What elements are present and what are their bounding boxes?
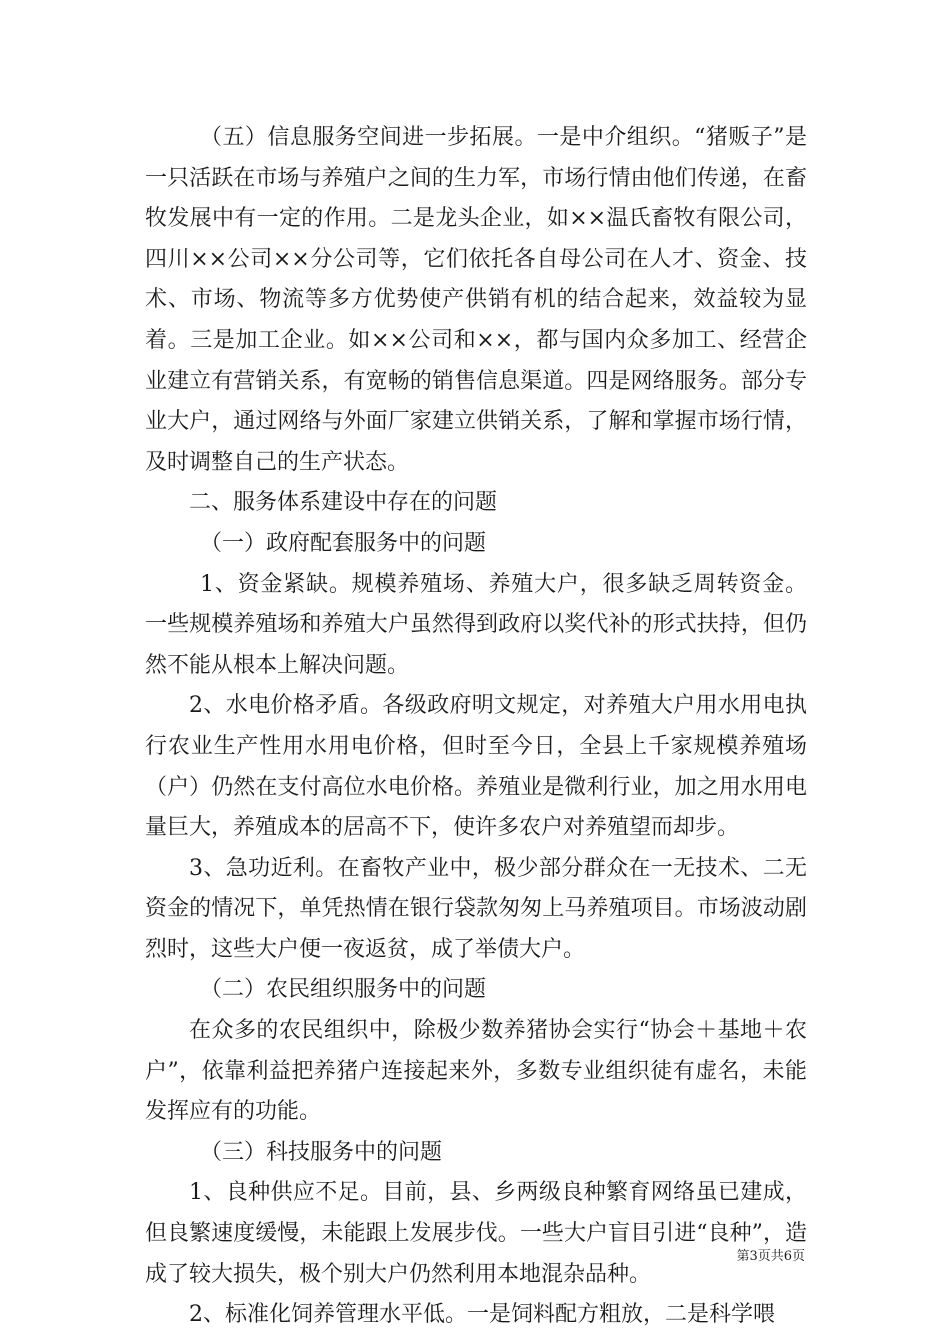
subheading-government-service: （一）政府配套服务中的问题: [200, 530, 487, 556]
paragraph-farmer-organization: 在众多的农民组织中，除极少数养猪协会实行“协会＋基地＋农户”，依靠利益把养猪户连接起来外，多数专业组织徒有虚名，未能发挥应有的功能。: [145, 1018, 807, 1125]
paragraph-info-service: （五）信息服务空间进一步拓展。一是中介组织。“猪贩子”是一只活跃在市场与养殖户之间的生力军，市场行情由他们传递，在畜牧发展中有一定的作用。二是龙头企业，如××温氏畜牧有限公司，四川××公司××分公司等，它们依托各自母公司在人才、资金、技术、市场、物流等多方优势使产供销有机的结合起来，效益较为显着。三是加工企业。如××公司和××，都与国内众多加工、经营企业建立有营销关系，有宽畅的销售信息渠道。四是网络服务。部分专业大户，通过网络与外面厂家建立供销关系，了解和掌握市场行情，及时调整自己的生产状态。: [145, 125, 807, 475]
subheading-tech-service: （三）科技服务中的问题: [200, 1139, 443, 1165]
paragraph-feeding-standard: 2、标准化饲养管理水平低。一是饲料配方粗放，二是科学喂: [189, 1302, 775, 1328]
paragraph-funding-shortage: 1、资金紧缺。规模养殖场、养殖大户，很多缺乏周转资金。一些规模养殖场和养殖大户虽然得到政府以奖代补的形式扶持，但仍然不能从根本上解决问题。: [145, 571, 807, 678]
page-number-footer: 第3页共6页: [736, 1249, 805, 1264]
paragraph-utility-prices: 2、水电价格矛盾。各级政府明文规定，对养殖大户用水用电执行农业生产性用水用电价格，但时至今日，全县上千家规模养殖场（户）仍然在支付高位水电价格。养殖业是微利行业，加之用水用电量巨大，养殖成本的居高不下，使许多农户对养殖望而却步。: [145, 693, 807, 841]
paragraph-quick-success: 3、急功近利。在畜牧产业中，极少部分群众在一无技术、二无资金的情况下，单凭热情在银行袋款匆匆上马养殖项目。市场波动剧烈时，这些大户便一夜返贫，成了举债大户。: [145, 855, 807, 962]
subheading-farmer-organization: （二）农民组织服务中的问题: [200, 977, 487, 1003]
document-body: [145, 118, 807, 1336]
section-heading-problems: 二、服务体系建设中存在的问题: [189, 490, 498, 516]
paragraph-breed-supply: 1、良种供应不足。目前，县、乡两级良种繁育网络虽已建成，但良繁速度缓慢，未能跟上发展步伐。一些大户盲目引进“良种”，造成了较大损失，极个别大户仍然利用本地混杂品种。: [145, 1180, 807, 1287]
